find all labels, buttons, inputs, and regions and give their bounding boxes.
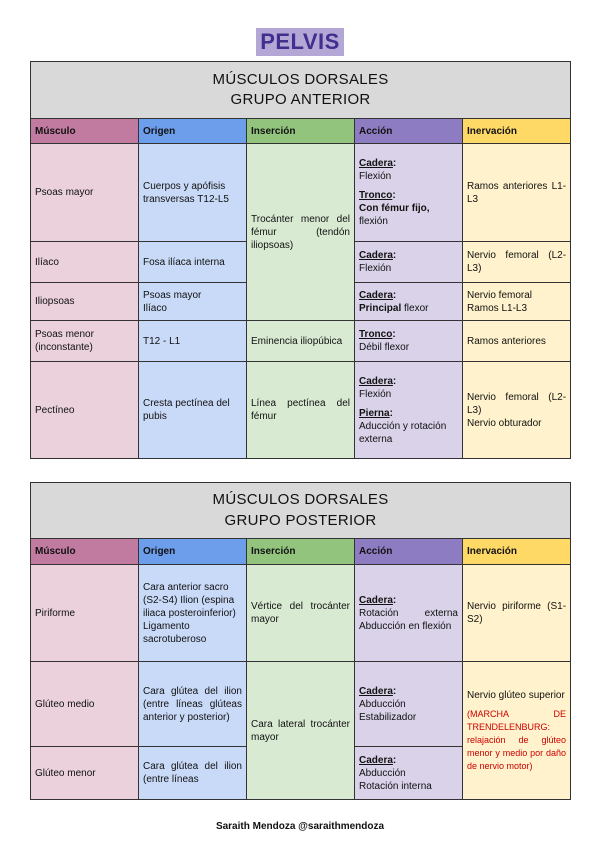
inervacion-line: Ramos L1-L3: [467, 302, 528, 314]
header-musculo: Músculo: [31, 539, 139, 565]
accion-label: Cadera: [359, 685, 393, 697]
table-caption: [31, 483, 571, 539]
cell-accion: Cadera: Abducción Rotación interna: [355, 747, 463, 800]
inervacion-line: Nervio obturador: [467, 417, 542, 429]
cell-insercion: Trocánter menor del fémur (tendón iliopsoas): [247, 144, 355, 321]
cell-origen: T12 - L1: [139, 321, 247, 362]
caption-line-2: GRUPO POSTERIOR: [224, 511, 377, 529]
table-caption: [31, 62, 571, 119]
cell-musculo: Glúteo medio: [31, 662, 139, 747]
accion-text: Flexión: [359, 388, 392, 400]
cell-inervacion: [463, 662, 571, 800]
accion-text: Abducción: [359, 767, 406, 779]
cell-musculo: Iliopsoas: [31, 283, 139, 321]
table-grupo-posterior: [30, 482, 571, 800]
accion-label: Tronco: [359, 329, 393, 340]
cell-inervacion: Ramos anteriores: [463, 321, 571, 362]
cell-inervacion: [463, 283, 571, 321]
cell-musculo: Psoas menor (inconstante): [31, 321, 139, 362]
cell-insercion: Eminencia iliopúbica: [247, 321, 355, 362]
accion-text: Rotación interna: [359, 780, 432, 792]
accion-label: Cadera: [359, 250, 393, 261]
accion-label: Cadera: [359, 158, 393, 169]
accion-label: Cadera: [359, 375, 393, 387]
cell-origen: Cresta pectínea del pubis: [139, 362, 247, 459]
caption-line-1: MÚSCULOS DORSALES: [212, 70, 389, 88]
accion-text: Flexión: [359, 263, 392, 274]
page-title-wrap: [0, 28, 600, 56]
cell-accion: Cadera: Rotación externa Abducción en flexión: [355, 565, 463, 662]
cell-accion: Tronco: Débil flexor: [355, 321, 463, 362]
cell-insercion: Línea pectínea del fémur: [247, 362, 355, 459]
header-accion: Acción: [355, 539, 463, 565]
cell-accion: Cadera: Flexión Pierna: Aducción y rotación externa: [355, 362, 463, 459]
accion-text: flexor: [404, 302, 429, 314]
caption-line-1: MÚSCULOS DORSALES: [212, 491, 389, 509]
cell-origen: Fosa ilíaca interna: [139, 242, 247, 283]
accion-bold: Principal: [359, 302, 402, 314]
header-insercion: Inserción: [247, 539, 355, 565]
cell-origen: [139, 283, 247, 321]
cell-origen: Cara glútea del ilion (entre líneas glúteas anterior y posterior): [139, 662, 247, 747]
header-musculo: Músculo: [31, 119, 139, 144]
inervacion-line: Nervio femoral: [467, 289, 533, 301]
table-row: [31, 144, 571, 242]
accion-text: Abducción: [359, 698, 406, 710]
inervacion-text: Nervio glúteo superior: [467, 689, 565, 701]
accion-label: Cadera: [359, 594, 393, 606]
cell-origen: Cuerpos y apófisis transversas T12-L5: [139, 144, 247, 242]
header-inervacion: Inervación: [463, 119, 571, 144]
accion-label: Pierna: [359, 407, 390, 419]
table-header-row: [31, 539, 571, 565]
cell-inervacion: Ramos anteriores L1-L3: [463, 144, 571, 242]
cell-origen: Cara anterior sacro (S2-S4) Ilion (espina iliaca posteroinferior) Ligamento sacrotuberoso: [139, 565, 247, 662]
cell-musculo: Pectíneo: [31, 362, 139, 459]
cell-musculo: Piriforme: [31, 565, 139, 662]
header-insercion: Inserción: [247, 119, 355, 144]
cell-insercion: Vértice del trocánter mayor: [247, 565, 355, 662]
accion-text: Estabilizador: [359, 711, 417, 723]
table-row: [31, 565, 571, 662]
header-inervacion: Inervación: [463, 539, 571, 565]
header-origen: Origen: [139, 119, 247, 144]
cell-accion: Cadera: Abducción Estabilizador: [355, 662, 463, 747]
cell-origen: Cara glútea del ilion (entre líneas: [139, 747, 247, 800]
cell-insercion: Cara lateral trocánter mayor: [247, 662, 355, 800]
page-title: PELVIS: [256, 28, 344, 56]
table-grupo-anterior: [30, 61, 571, 459]
origen-line: Ilíaco: [143, 302, 167, 314]
table-row: [31, 362, 571, 459]
table-row: [31, 662, 571, 747]
cell-inervacion: [463, 362, 571, 459]
header-accion: Acción: [355, 119, 463, 144]
table-row: [31, 321, 571, 362]
header-origen: Origen: [139, 539, 247, 565]
accion-text: Rotación externa Abducción en flexión: [359, 607, 458, 632]
cell-musculo: Ilíaco: [31, 242, 139, 283]
cell-accion: Cadera: Principal flexor: [355, 283, 463, 321]
accion-label: Cadera: [359, 289, 393, 301]
accion-bold: Con fémur fijo,: [359, 203, 430, 214]
accion-text: flexión: [359, 216, 388, 227]
cell-accion: Cadera: Flexión Tronco: Con fémur fijo, flexión: [355, 144, 463, 242]
accion-text: Débil flexor: [359, 342, 410, 353]
footer-credit: Saraith Mendoza @saraithmendoza: [215, 821, 385, 832]
accion-text: Aducción y rotación externa: [359, 420, 447, 445]
inervacion-line: Nervio femoral (L2-L3): [467, 391, 567, 416]
caption-line-2: GRUPO ANTERIOR: [230, 91, 371, 108]
cell-inervacion: Nervio femoral (L2-L3): [463, 242, 571, 283]
table-header-row: [31, 119, 571, 144]
cell-musculo: Glúteo menor: [31, 747, 139, 800]
origen-line: Psoas mayor: [143, 289, 202, 301]
accion-text: Flexión: [359, 171, 392, 182]
cell-accion: Cadera: Flexión: [355, 242, 463, 283]
cell-musculo: Psoas mayor: [31, 144, 139, 242]
cell-inervacion: Nervio piriforme (S1-S2): [463, 565, 571, 662]
accion-label: Tronco: [359, 190, 393, 201]
accion-label: Cadera: [359, 754, 393, 766]
trendelenburg-note: (MARCHA DE TRENDELENBURG: relajación de glúteo menor y medio por daño de nervio motor): [467, 708, 567, 771]
